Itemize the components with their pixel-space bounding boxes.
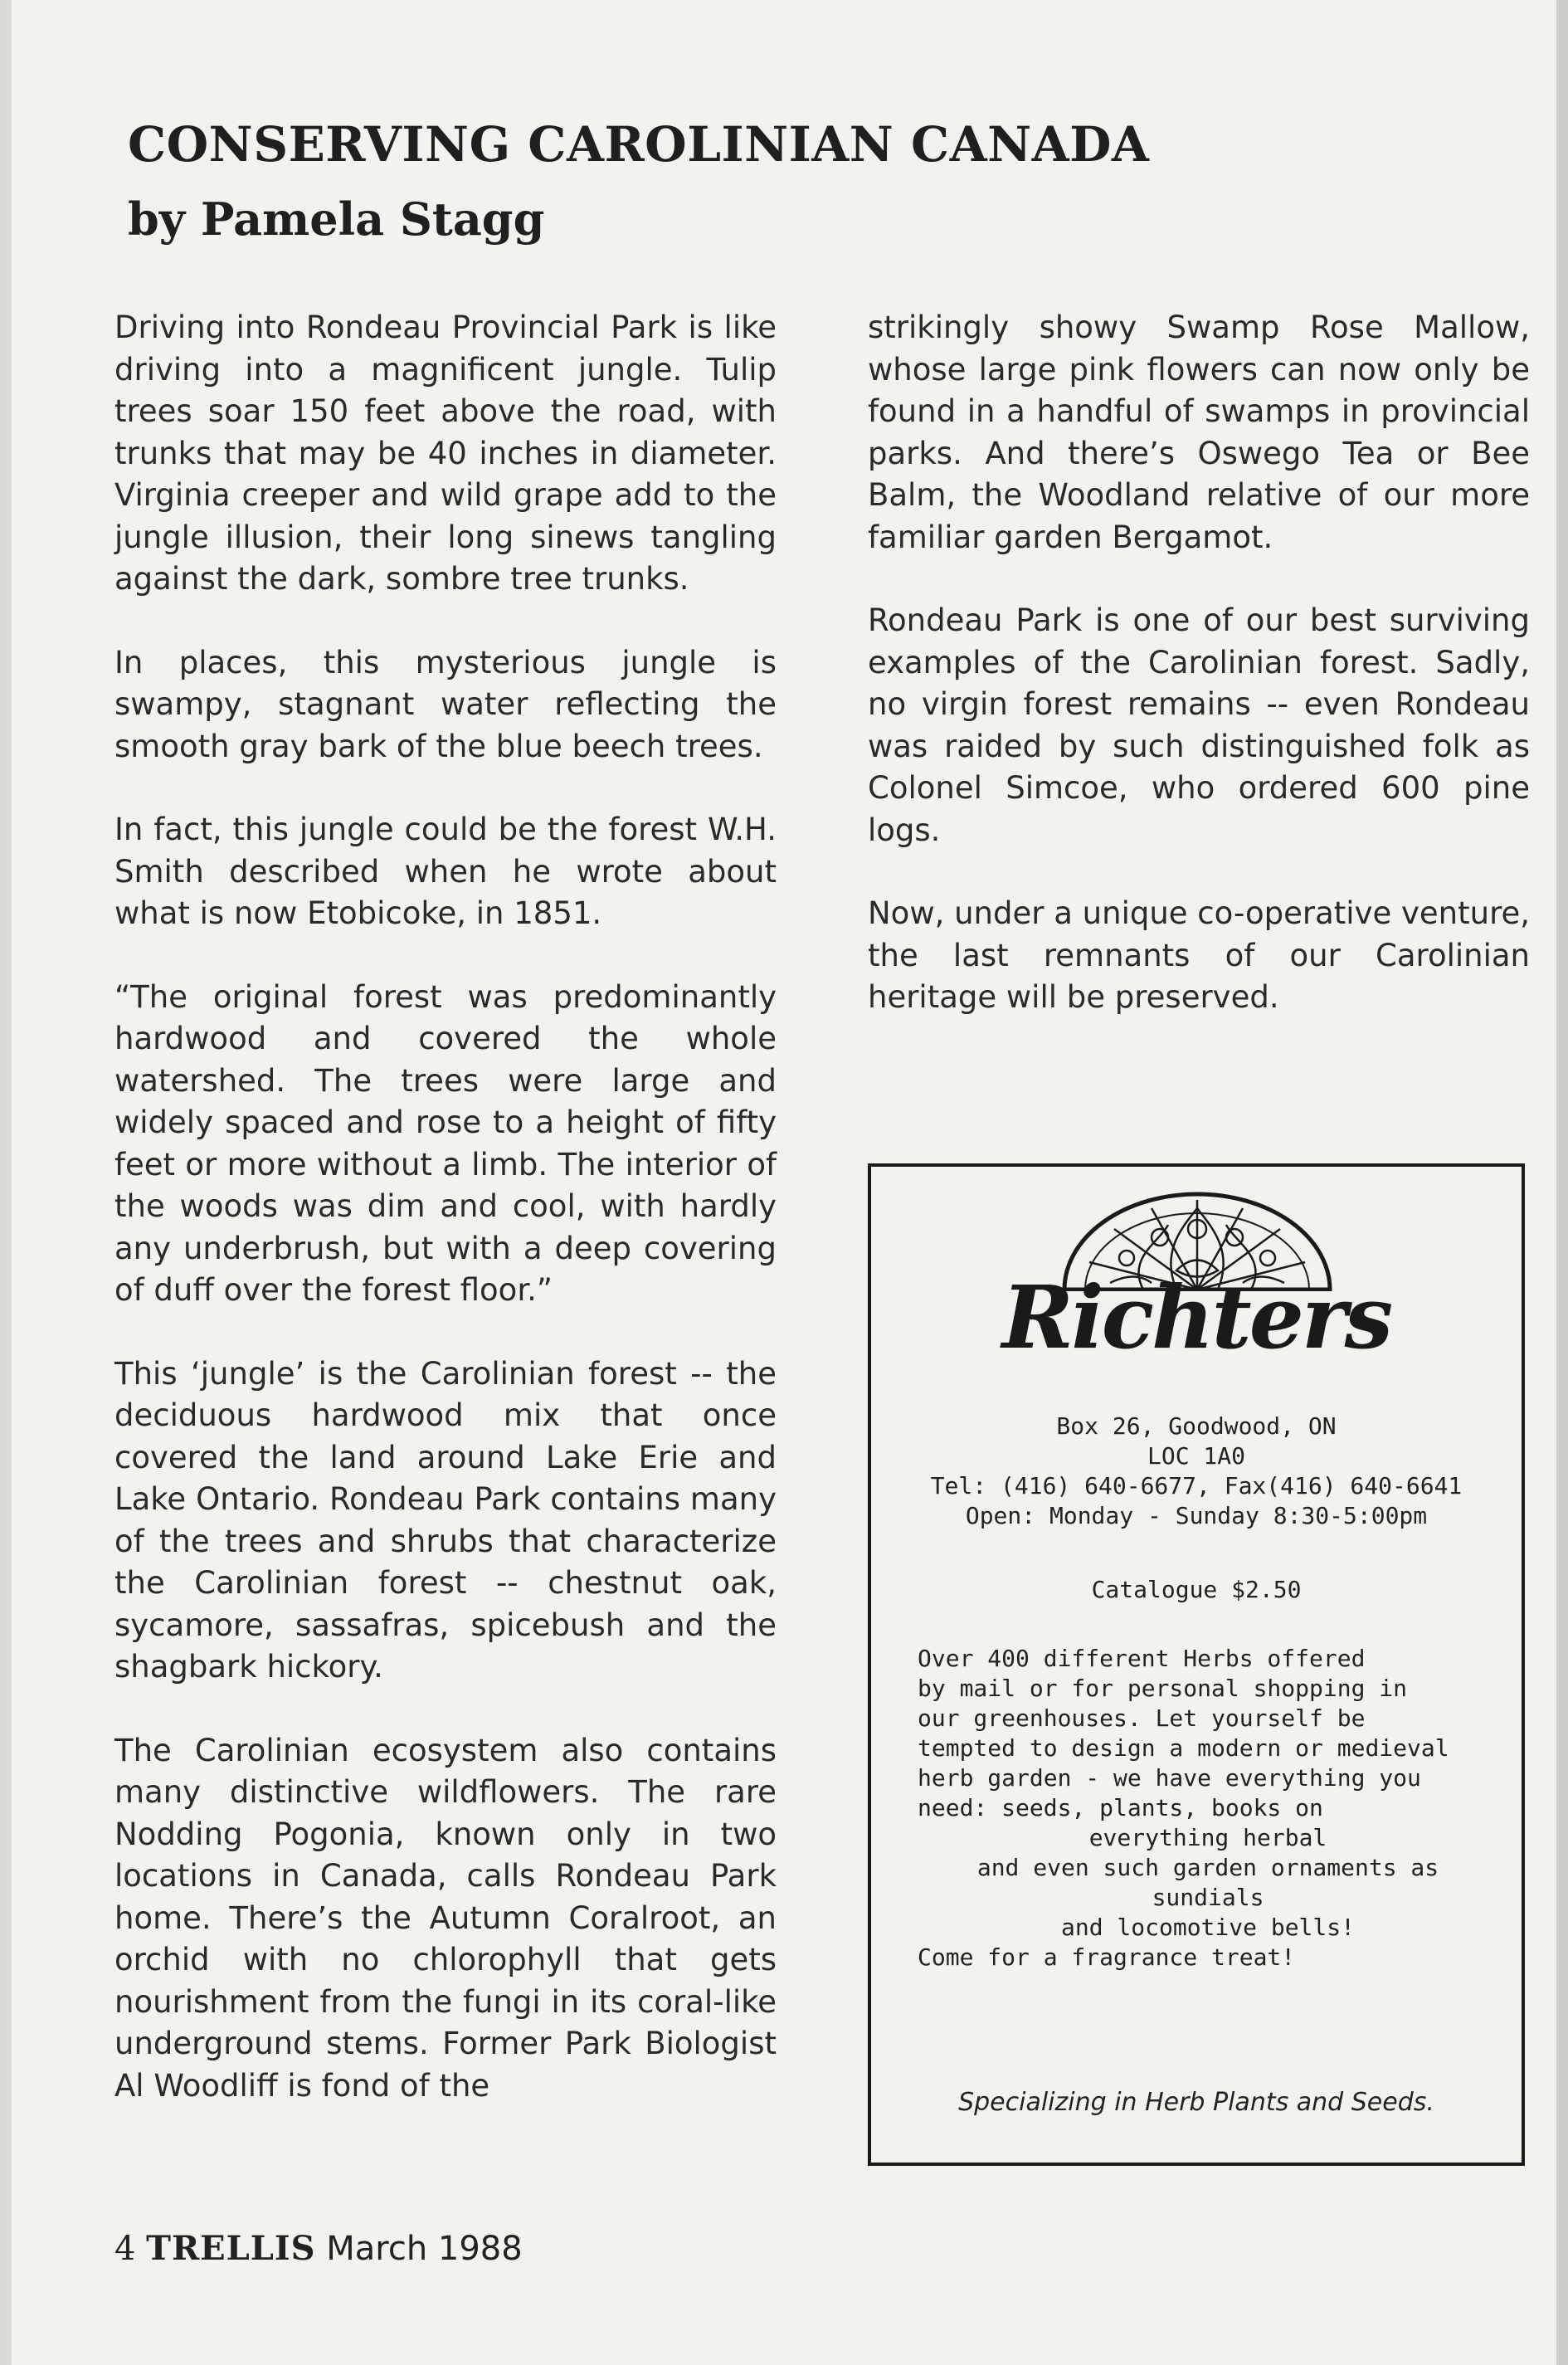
ad-closing-line: Come for a fragrance treat! [918, 1943, 1296, 1971]
article-paragraph: The Carolinian ecosystem also contains many distinctive wildflowers. The rare Nodding Pogonia, known only in two locations in Canada, calls Rondeau Park home. There’s the Autumn Coralroot, an orchid with no chlorophyll that gets nourishment from the fungi in its coral-like underground stems. Former Park Biologist Al Woodliff is fond of the [114, 1732, 777, 2104]
article-paragraph: strikingly showy Swamp Rose Mallow, whose large pink flowers can now only be found in a handful of swamps in provincial parks. And there’s Oswego Tea or Bee Balm, the Woodland relative of our more familiar garden Bergamot. [868, 310, 1530, 555]
issue-date: March 1988 [326, 2230, 523, 2268]
article-paragraph: Now, under a unique co-operative venture, the last remnants of our Carolinian heritage will be preserved. [868, 895, 1530, 1015]
page-number: 4 [114, 2230, 136, 2268]
article-left-column [114, 307, 777, 2148]
article-byline: by Pamela Stagg [128, 193, 545, 246]
ad-body-line: sundials [1152, 1884, 1264, 1911]
ad-body-line: our greenhouses. Let yourself be [918, 1704, 1366, 1732]
magazine-name: TRELLIS [146, 2229, 316, 2268]
ad-contact-info [871, 1412, 1522, 1531]
page-footer [114, 2229, 523, 2268]
ad-postal-code: LOC 1A0 [1147, 1442, 1245, 1470]
ad-address-line: Box 26, Goodwood, ON [1056, 1412, 1337, 1440]
ad-body-line: need: seeds, plants, books on [918, 1794, 1323, 1821]
article-paragraph: In fact, this jungle could be the forest W.H. Smith described when he wrote about what is now Etobicoke, in 1851. [114, 812, 777, 931]
article-title: CONSERVING CAROLINIAN CANADA [128, 116, 1150, 173]
ad-body-line: and locomotive bells! [1060, 1914, 1355, 1941]
ad-opening-hours: Open: Monday - Sunday 8:30-5:00pm [965, 1502, 1428, 1529]
ad-body-line: tempted to design a modern or medieval [918, 1734, 1449, 1762]
ad-body-line: and even such garden ornaments as [976, 1854, 1439, 1881]
ad-phone-fax: Tel: (416) 640-6677, Fax(416) 640-6641 [930, 1472, 1463, 1499]
article-paragraph: Rondeau Park is one of our best surviving examples of the Carolinian forest. Sadly, no virgin forest remains -- even Rondeau was raided by such distinguished folk as Colonel Simcoe, who ordered 600 pine logs. [868, 602, 1530, 848]
article-paragraph: “The original forest was predominantly hardwood and covered the whole watershed. The trees were large and widely spaced and rose to a height of fifty feet or more without a limb. The interior of the woods was dim and cool, with hardly any underbrush, but with a deep covering of duff over the forest floor.” [114, 978, 777, 1308]
ad-tagline: Specializing in Herb Plants and Seeds. [958, 2088, 1434, 2117]
ad-catalogue-price: Catalogue $2.50 [1091, 1576, 1302, 1603]
article-paragraph: Driving into Rondeau Provincial Park is like driving into a magnificent jungle. Tulip trees soar 150 feet above the road, with trunks that may be 40 inches in diameter. Virginia creeper and wild grape add to the jungle illusion, their long sinews tangling against the dark, sombre tree trunks. [114, 310, 777, 597]
ad-body-line: Over 400 different Herbs offered [918, 1645, 1366, 1672]
page-edge-shadow [1556, 0, 1568, 2365]
ad-body-line: everything herbal [1088, 1824, 1327, 1851]
ad-body-line: by mail or for personal shopping in [918, 1675, 1408, 1702]
article-paragraph: In places, this mysterious jungle is swampy, stagnant water reflecting the smooth gray bark of the blue beech trees. [114, 644, 777, 764]
article-paragraph: This ‘jungle’ is the Carolinian forest -- the deciduous hardwood mix that once covered the land around Lake Erie and Lake Ontario. Rondeau Park contains many of the trees and shrubs that characterize the Carolinian forest -- chestnut oak, sycamore, sassafras, spicebush and the shagbark hickory. [114, 1355, 777, 1685]
article-right-column [868, 307, 1530, 1061]
ad-body-line: herb garden - we have everything you [918, 1764, 1421, 1792]
richters-brand-logo: Richters [1001, 1266, 1391, 1368]
ad-body-text [918, 1644, 1498, 1972]
magazine-page [12, 0, 1556, 2365]
richters-advertisement [868, 1163, 1525, 2166]
